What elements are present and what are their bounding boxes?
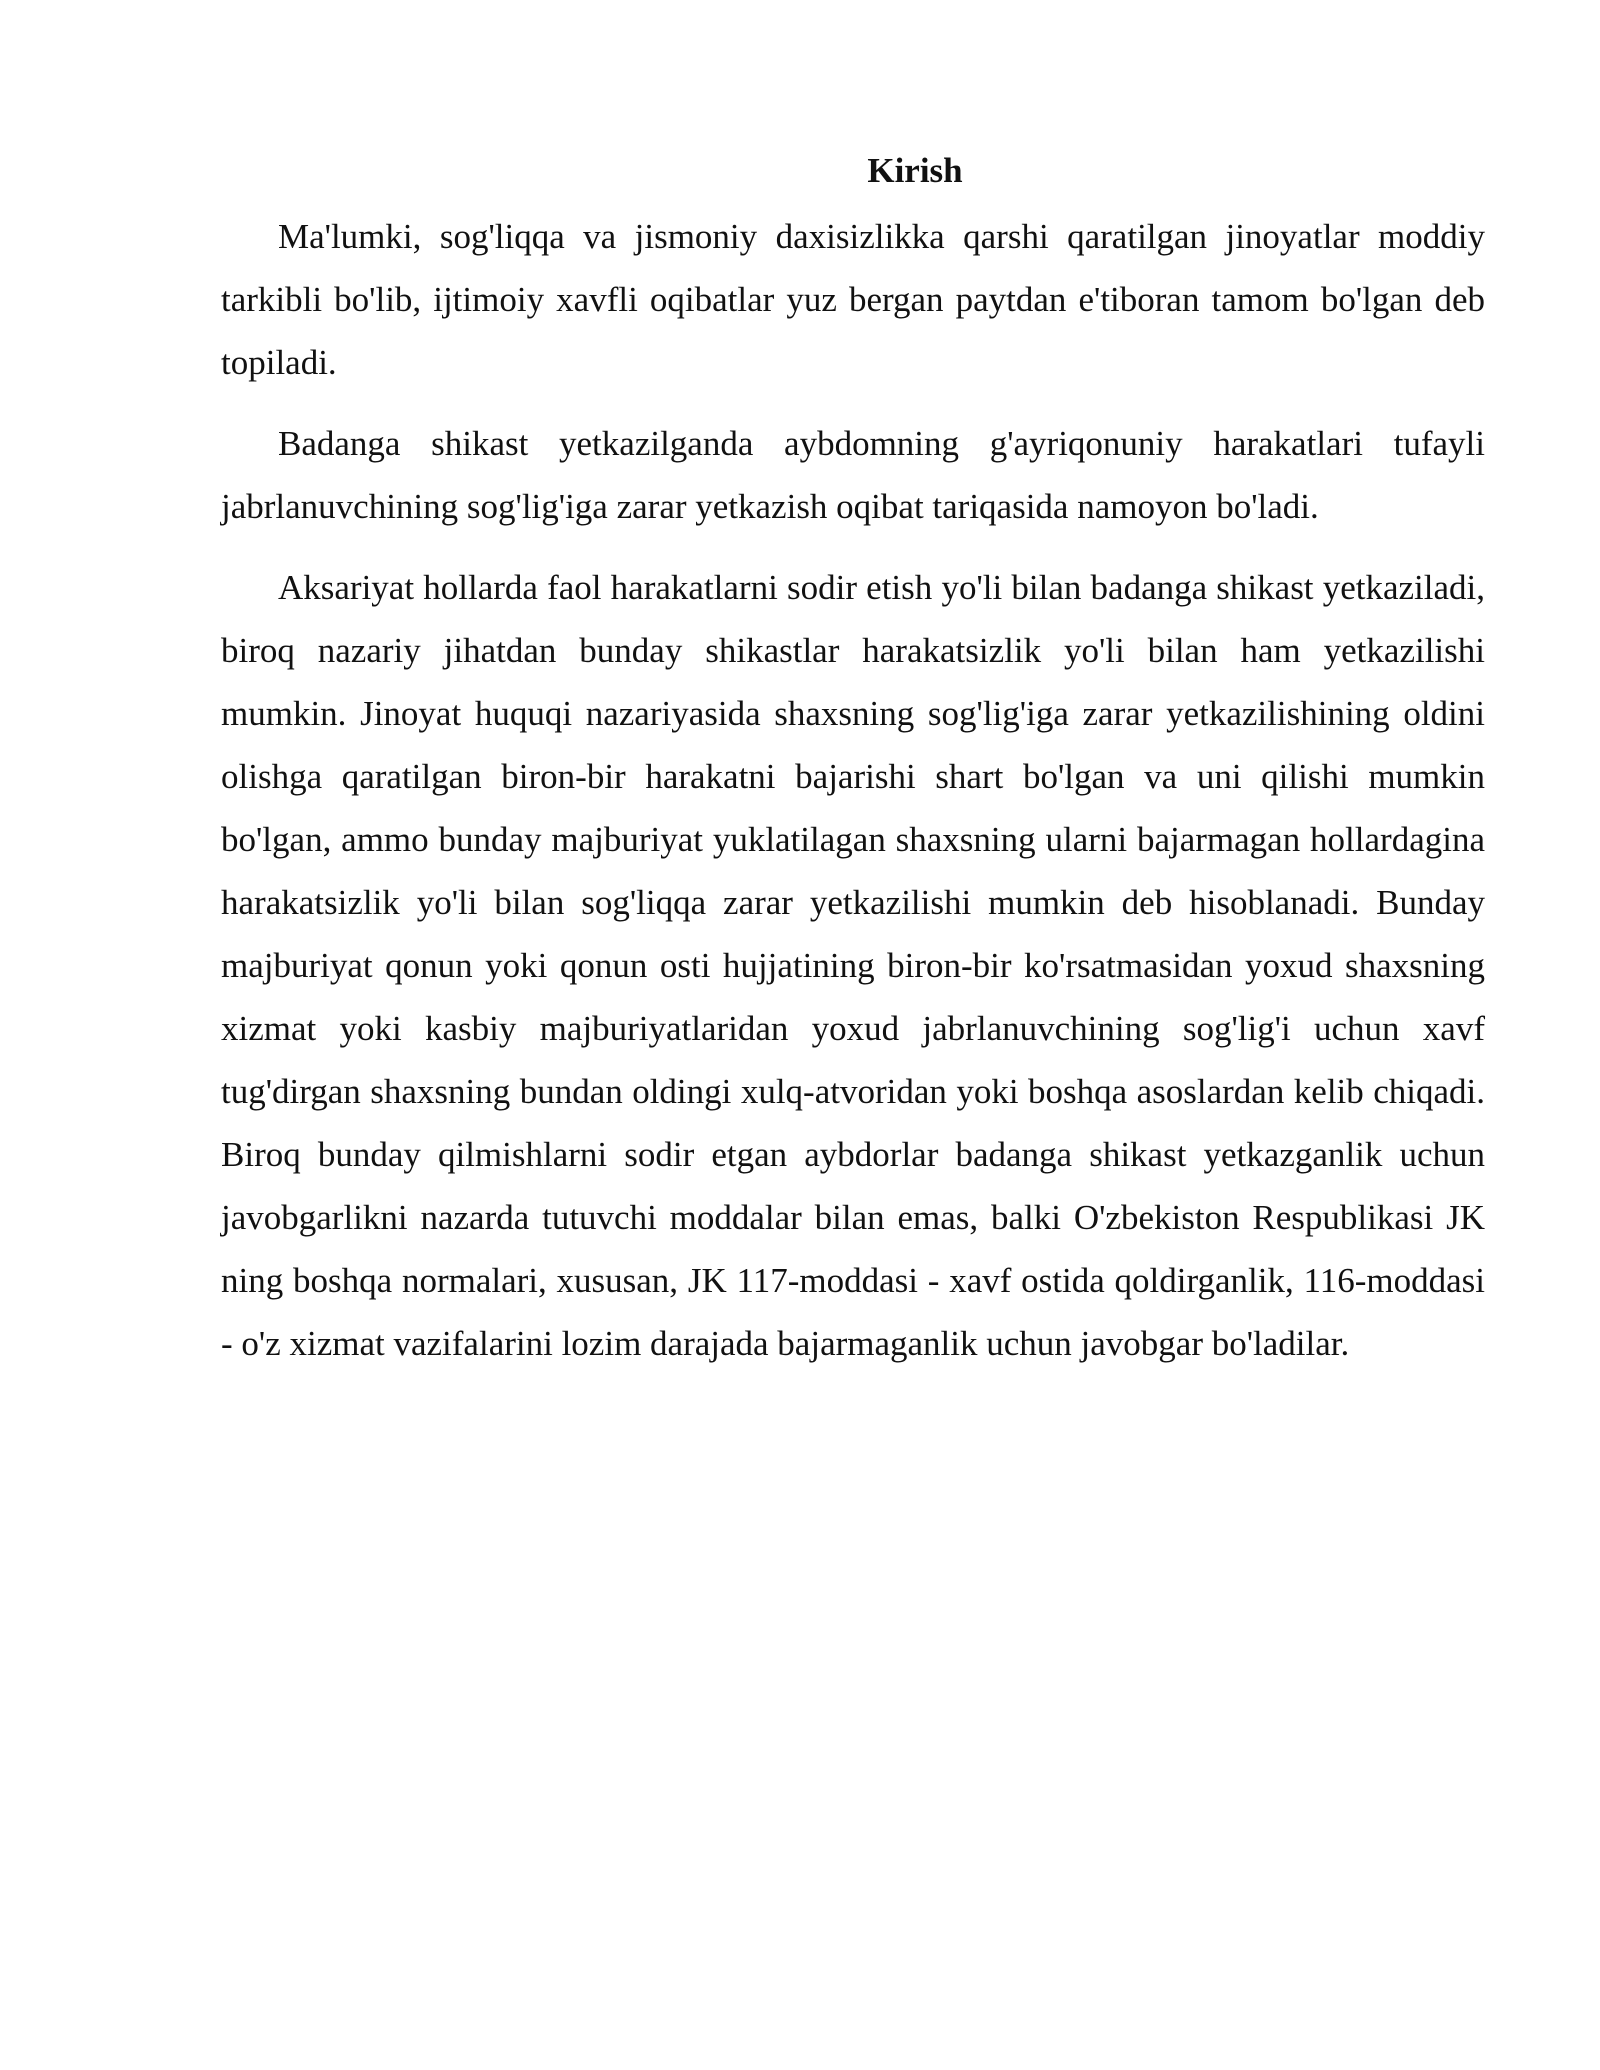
paragraph-1: Ma'lumki, sog'liqqa va jismoniy daxisizlikka qarshi qaratilgan jinoyatlar moddiy tarkibli bo'lib, ijtimoiy xavfli oqibatlar yuz bergan paytdan e'tiboran tamom bo'lgan deb topiladi. — [221, 217, 1485, 382]
paragraph-3: Aksariyat hollarda faol harakatlarni sodir etish yo'li bilan badanga shikast yetkaziladi, biroq nazariy jihatdan bunday shikastlar harakatsizlik yo'li bilan ham yetkazilishi mumkin. Jinoyat huquqi nazariyasida shaxsning sog'lig'iga zarar yetkazilishining oldini olishga qaratilgan biron-bir harakatni bajarishi shart bo'lgan va uni qilishi mumkin bo'lgan, ammo bunday majburiyat yuklatilagan shaxsning ularni bajarmagan hollardagina harakatsizlik yo'li bilan sog'liqqa zarar yetkazilishi mumkin deb hisoblanadi. Bunday majburiyat qonun yoki qonun osti hujjatining biron-bir ko'rsatmasidan yoxud shaxsning xizmat yoki kasbiy majburiyatlaridan yoxud jabrlanuvchining sog'lig'i uchun xavf tug'dirgan shaxsning bundan oldingi xulq-atvoridan yoki boshqa asoslardan kelib chiqadi. Biroq bunday qilmishlarni sodir etgan aybdorlar badanga shikast yetkazganlik uchun javobgarlikni nazarda tutuvchi moddalar bilan emas, balki O'zbekiston Respublikasi JK ning boshqa normalari, xususan, JK 117-moddasi - xavf ostida qoldirganlik, 116-moddasi - o'z xizmat vazifalarini lozim darajada bajarmaganlik uchun javobgar bo'ladilar. — [221, 568, 1485, 1363]
paragraph-2: Badanga shikast yetkazilganda aybdomning g'ayriqonuniy harakatlari tufayli jabrlanuvchining sog'lig'iga zarar yetkazish oqibat tariqasida namoyon bo'ladi. — [221, 424, 1485, 526]
page-content — [221, 143, 1485, 1393]
section-title: Kirish — [867, 151, 963, 190]
